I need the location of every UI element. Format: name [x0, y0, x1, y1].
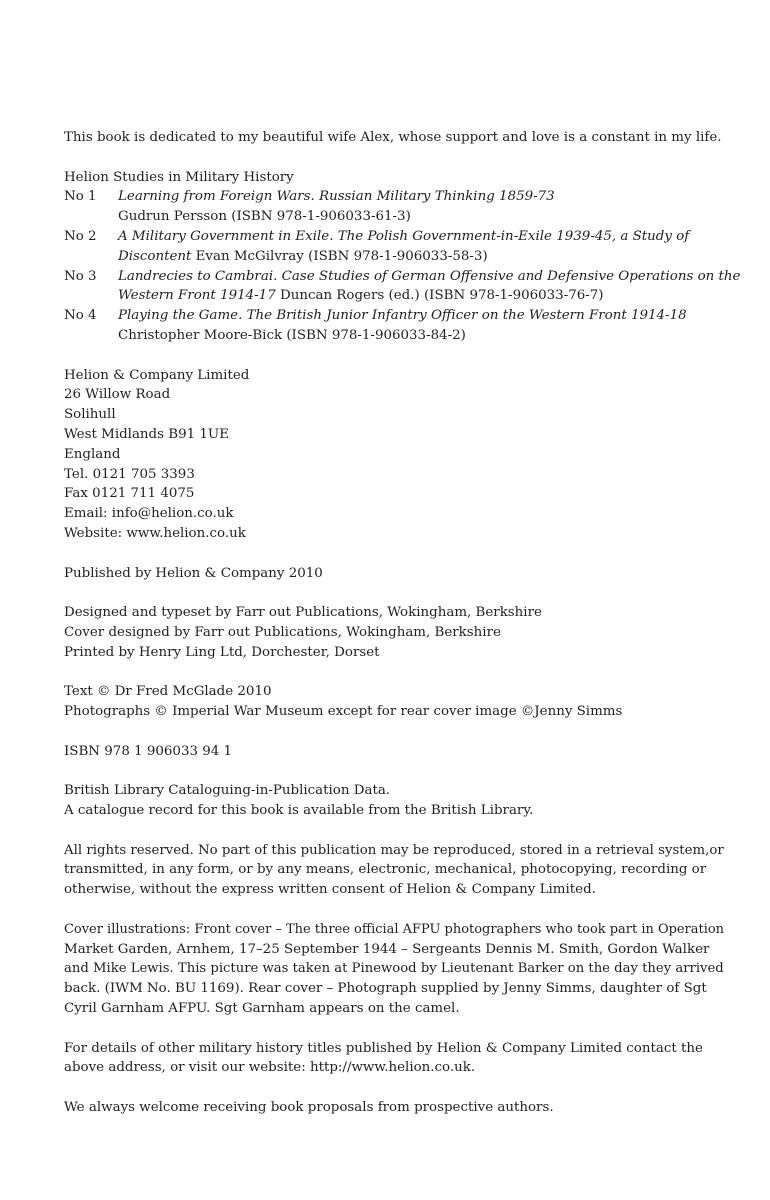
series-title: Playing the Game. The British Junior Infantry Officer on the Western Front 1914-18	[118, 308, 687, 324]
series-number: No 4	[64, 308, 97, 324]
copyright-notice	[64, 682, 724, 722]
cover-line: Cyril Garnham AFPU. Sgt Garnham appears on the camel.	[64, 1001, 460, 1017]
further-details	[64, 1039, 724, 1079]
rights-line: otherwise, without the express written consent of Helion & Company Limited.	[64, 882, 596, 898]
series-author: Duncan Rogers (ed.) (ISBN 978-1-906033-76-7)	[275, 288, 604, 304]
cover-line: back. (IWM No. BU 1169). Rear cover – Photograph supplied by Jenny Simms, daughter of Sgt	[64, 981, 707, 997]
series-title-cont: Discontent	[118, 248, 192, 264]
details-line: above address, or visit our website: http://www.helion.co.uk.	[64, 1060, 476, 1076]
rights-line: transmitted, in any form, or by any means, electronic, mechanical, photocopying, recording or	[64, 862, 707, 878]
series-number: No 2	[64, 228, 97, 244]
series-heading: Helion Studies in Military History	[64, 169, 294, 185]
series-item	[64, 187, 724, 227]
cover-illustrations	[64, 920, 724, 1019]
series-author: Gudrun Persson (ISBN 978-1-906033-61-3)	[118, 209, 411, 225]
series-title: Learning from Foreign Wars. Russian Military Thinking 1859-73	[118, 189, 555, 205]
series-list	[64, 168, 741, 346]
isbn: ISBN 978 1 906033 94 1	[64, 743, 233, 759]
designed-by: Designed and typeset by Farr out Publications, Wokingham, Berkshire	[64, 605, 542, 621]
proposals-note: We always welcome receiving book proposals from prospective authors.	[64, 1100, 554, 1116]
rights-line: All rights reserved. No part of this publication may be reproduced, stored in a retrieval system,or	[64, 842, 724, 858]
cip-line: A catalogue record for this book is available from the British Library.	[64, 803, 534, 819]
series-author: Christopher Moore-Bick (ISBN 978-1-906033-84-2)	[118, 327, 466, 343]
country: England	[64, 446, 121, 462]
fax: Fax 0121 711 4075	[64, 486, 195, 502]
street: 26 Willow Road	[64, 387, 171, 403]
series-title: Landrecies to Cambrai. Case Studies of German Offensive and Defensive Operations on the	[118, 268, 741, 284]
region: West Midlands B91 1UE	[64, 426, 229, 442]
series-number: No 1	[64, 189, 97, 205]
company-name: Helion & Company Limited	[64, 367, 250, 383]
series-item	[64, 227, 724, 267]
email: Email: info@helion.co.uk	[64, 506, 234, 522]
dedication: This book is dedicated to my beautiful wife Alex, whose support and love is a constant in my life.	[64, 130, 722, 145]
cover-line: Market Garden, Arnhem, 17–25 September 1944 – Sergeants Dennis M. Smith, Gordon Walker	[64, 941, 710, 957]
publisher-address	[64, 366, 724, 544]
cip-data	[64, 781, 724, 821]
production-credits	[64, 603, 724, 662]
photo-copyright: Photographs © Imperial War Museum except for rear cover image ©Jenny Simms	[64, 704, 623, 720]
printed-by: Printed by Henry Ling Ltd, Dorchester, Dorset	[64, 644, 380, 660]
series-number: No 3	[64, 268, 97, 284]
cip-line: British Library Cataloguing-in-Publication Data.	[64, 783, 391, 799]
town: Solihull	[64, 407, 116, 423]
cover-line: and Mike Lewis. This picture was taken at Pinewood by Lieutenant Barker on the day they arrived	[64, 961, 724, 977]
series-item	[64, 267, 741, 307]
cover-designed-by: Cover designed by Farr out Publications, Wokingham, Berkshire	[64, 624, 501, 640]
series-item	[64, 306, 724, 346]
published-by: Published by Helion & Company 2010	[64, 565, 323, 581]
series-title: A Military Government in Exile. The Polish Government-in-Exile 1939-45, a Study of	[118, 228, 690, 244]
rights-notice	[64, 841, 724, 900]
copyright-page	[64, 128, 741, 1118]
text-copyright: Text © Dr Fred McGlade 2010	[64, 684, 272, 700]
details-line: For details of other military history titles published by Helion & Company Limited contact the	[64, 1040, 703, 1056]
website: Website: www.helion.co.uk	[64, 525, 246, 541]
telephone: Tel. 0121 705 3393	[64, 466, 195, 482]
series-title-cont: Western Front 1914-17	[118, 288, 276, 304]
cover-line: Cover illustrations: Front cover – The three official AFPU photographers who took part in Operation	[64, 921, 725, 937]
series-author: Evan McGilvray (ISBN 978-1-906033-58-3)	[191, 248, 488, 264]
